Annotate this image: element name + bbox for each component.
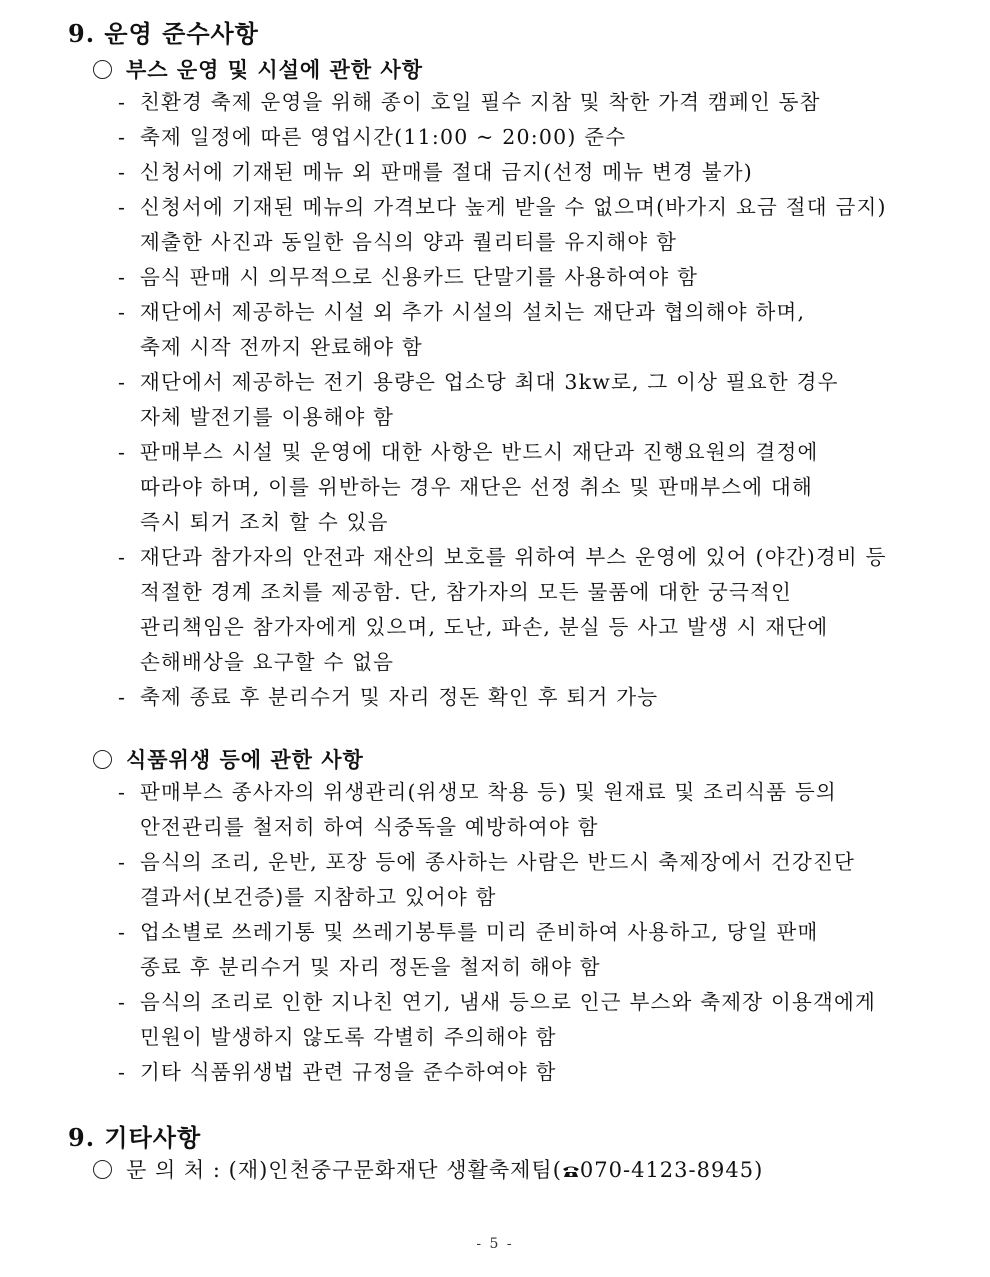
list-item: [118, 190, 918, 260]
list-item: [118, 915, 918, 985]
contact-line: [93, 1154, 763, 1184]
list-item: [118, 845, 918, 915]
list-item: [118, 540, 918, 680]
page-number: - 5 -: [476, 1236, 514, 1252]
list-item-text: 재단에서 제공하는 시설 외 추가 시설의 설치는 재단과 협의해야 하며, 축제 시작 전까지 완료해야 함: [140, 300, 806, 359]
list-item: [118, 680, 918, 715]
dash-bullet: -: [118, 195, 127, 219]
subsection-hygiene-title: 식품위생 등에 관한 사항: [126, 747, 364, 772]
list-item-text: 재단과 참가자의 안전과 재산의 보호를 위하여 부스 운영에 있어 (야간)경비 등 적절한 경계 조치를 제공함. 단, 참가자의 모든 물품에 대한 궁극적인 관리책임은 참가자에게 있으며, 도난, 파손, 분실 등 사고 발생 시 재단에 손해배상을 요구할 수 없음: [140, 545, 887, 674]
dash-bullet: -: [118, 300, 127, 324]
list-item-text: 축제 종료 후 분리수거 및 자리 정돈 확인 후 퇴거 가능: [140, 685, 659, 709]
subsection-booth-title: 부스 운영 및 시설에 관한 사항: [126, 57, 423, 82]
dash-bullet: -: [118, 125, 127, 149]
list-item-text: 신청서에 기재된 메뉴의 가격보다 높게 받을 수 없으며(바가지 요금 절대 금지) 제출한 사진과 동일한 음식의 양과 퀄리티를 유지해야 함: [140, 195, 887, 254]
subsection-hygiene: [93, 744, 364, 774]
list-item-text: 신청서에 기재된 메뉴 외 판매를 절대 금지(선정 메뉴 변경 불가): [140, 160, 753, 184]
list-item-text: 축제 일정에 따른 영업시간(11:00 ~ 20:00) 준수: [140, 125, 627, 149]
dash-bullet: -: [118, 265, 127, 289]
list-item: [118, 295, 918, 365]
dash-bullet: -: [118, 990, 127, 1014]
list-item: [118, 155, 918, 190]
list-item: [118, 365, 918, 435]
dash-bullet: -: [118, 440, 127, 464]
circle-bullet-icon: [93, 1160, 112, 1179]
list-item-text: 친환경 축제 운영을 위해 종이 호일 필수 지참 및 착한 가격 캠페인 동참: [140, 90, 821, 114]
list-item-text: 재단에서 제공하는 전기 용량은 업소당 최대 3kw로, 그 이상 필요한 경우 자체 발전기를 이용해야 함: [140, 370, 839, 429]
dash-bullet: -: [118, 1060, 127, 1084]
dash-bullet: -: [118, 160, 127, 184]
list-item: [118, 435, 918, 540]
subsection-booth: [93, 54, 423, 84]
dash-bullet: -: [118, 780, 127, 804]
list-item: [118, 85, 918, 120]
circle-bullet-icon: [93, 60, 112, 79]
dash-bullet: -: [118, 545, 127, 569]
section-title-operations: 9. 운영 준수사항: [68, 19, 259, 48]
dash-bullet: -: [118, 90, 127, 114]
contact-label: 문 의 처 : (재)인천중구문화재단 생활축제팀(: [126, 1158, 562, 1182]
list-item: [118, 260, 918, 295]
dash-bullet: -: [118, 850, 127, 874]
list-item: [118, 1055, 918, 1090]
list-item-text: 음식의 조리로 인한 지나친 연기, 냄새 등으로 인근 부스와 축제장 이용객에게 민원이 발생하지 않도록 각별히 주의해야 함: [140, 990, 876, 1049]
list-item-text: 업소별로 쓰레기통 및 쓰레기봉투를 미리 준비하여 사용하고, 당일 판매 종료 후 분리수거 및 자리 정돈을 철저히 해야 함: [140, 920, 819, 979]
circle-bullet-icon: [93, 750, 112, 769]
section-title-misc: 9. 기타사항: [68, 1123, 202, 1152]
phone-icon: [562, 1165, 580, 1178]
dash-bullet: -: [118, 685, 127, 709]
dash-bullet: -: [118, 920, 127, 944]
list-item: [118, 775, 918, 845]
list-item-text: 판매부스 종사자의 위생관리(위생모 착용 등) 및 원재료 및 조리식품 등의 안전관리를 철저히 하여 식중독을 예방하여야 함: [140, 780, 837, 839]
dash-bullet: -: [118, 370, 127, 394]
list-item-text: 판매부스 시설 및 운영에 대한 사항은 반드시 재단과 진행요원의 결정에 따라야 하며, 이를 위반하는 경우 재단은 선정 취소 및 판매부스에 대해 즉시 퇴거 조치 할 수 있음: [140, 440, 819, 534]
contact-phone: 070-4123-8945): [579, 1158, 764, 1182]
list-item: [118, 985, 918, 1055]
list-item-text: 음식 판매 시 의무적으로 신용카드 단말기를 사용하여야 함: [140, 265, 699, 289]
list-item: [118, 120, 918, 155]
list-item-text: 음식의 조리, 운반, 포장 등에 종사하는 사람은 반드시 축제장에서 건강진단 결과서(보건증)를 지참하고 있어야 함: [140, 850, 855, 909]
list-item-text: 기타 식품위생법 관련 규정을 준수하여야 함: [140, 1060, 557, 1084]
